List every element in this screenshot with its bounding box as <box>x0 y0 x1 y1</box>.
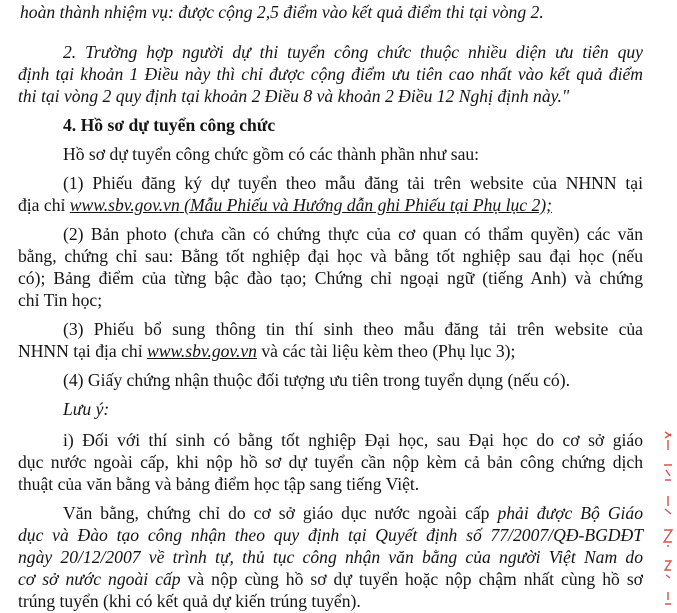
website-link-2[interactable]: www.sbv.gov.vn <box>147 341 257 361</box>
text-line-4: thi tại vòng 2 quy định tại khoản 2 Điều 8 và khoản 2 Điều 12 Nghị định này." <box>18 86 570 106</box>
text-line-10: bằng, chứng chỉ sau: Bằng tốt nghiệp đại học và bằng tốt nghiệp sau đại học (nếu <box>18 246 643 266</box>
text-line-14: NHNN tại địa chỉ www.sbv.gov.vn và các tài liệu kèm theo (Phụ lục 3); <box>18 341 516 361</box>
text-line-11: có); Bảng điểm của từng bậc đào tạo; Chứng chỉ ngoại ngữ (tiếng Anh) và chứng <box>18 268 643 288</box>
text-line-24: trúng tuyển (khi có kết quả dự kiến trúng tuyển). <box>18 591 361 611</box>
text-line-19: thuật của văn bằng và bảng điểm học tập sang tiếng Việt. <box>18 474 420 494</box>
text-line-9: (2) Bản photo (chưa cần có chứng thực của cơ quan có thẩm quyền) các văn <box>63 224 643 244</box>
stamp-mark-icon <box>662 494 674 516</box>
note-label: Lưu ý: <box>63 399 110 419</box>
stamp-mark-icon <box>662 590 674 612</box>
text-line-17: i) Đối với thí sinh có bằng tốt nghiệp Đại học, sau Đại học do cơ sở giáo <box>63 430 643 450</box>
text-line-15: (4) Giấy chứng nhận thuộc đối tượng ưu tiên trong tuyển dụng (nếu có). <box>63 370 570 390</box>
text-line-8: địa chỉ www.sbv.gov.vn (Mẫu Phiếu và Hướng dẫn ghi Phiếu tại Phụ lục 2); <box>18 195 553 215</box>
text-line-20: Văn bằng, chứng chỉ do cơ sở giáo dục nước ngoài cấp phải được Bộ Giáo <box>63 503 644 523</box>
text-line-6: Hồ sơ dự tuyển công chức gồm có các thành phần như sau: <box>63 144 480 164</box>
text-line-21: dục và Đào tạo công nhận theo quy định tại Quyết định số 77/2007/QĐ-BGDĐT <box>18 525 643 545</box>
website-link[interactable]: www.sbv.gov.vn <box>69 195 180 215</box>
stamp-mark-icon <box>662 526 674 548</box>
margin-stamp-marks <box>662 430 677 613</box>
text-line-12: chỉ Tin học; <box>18 290 103 310</box>
text-line-2: 2. Trường hợp người dự thi tuyển công chức thuộc nhiều diện ưu tiên quy <box>63 42 643 62</box>
text-line-22: ngày 20/12/2007 về trình tự, thủ tục công nhận văn bằng của người Việt Nam do <box>18 547 643 567</box>
text-line-1: hoàn thành nhiệm vụ: được cộng 2,5 điểm vào kết quả điểm thi tại vòng 2. <box>20 2 544 22</box>
stamp-mark-icon <box>662 462 674 484</box>
text-line-3: định tại khoản 1 Điều này thì chỉ được cộng điểm ưu tiên cao nhất vào kết quả điểm <box>18 64 643 84</box>
section-heading: 4. Hồ sơ dự tuyển công chức <box>63 115 276 135</box>
text-line-7: (1) Phiếu đăng ký dự tuyển theo mẫu đăng tải trên website của NHNN tại <box>63 173 643 193</box>
stamp-mark-icon <box>662 558 674 580</box>
text-line-13: (3) Phiếu bổ sung thông tin thí sinh theo mẫu đăng tải trên website của <box>63 319 643 339</box>
stamp-mark-icon <box>662 430 674 452</box>
text-line-23: cơ sở nước ngoài cấp và nộp cùng hồ sơ dự tuyển hoặc nộp chậm nhất cùng hồ sơ <box>18 569 643 589</box>
text-line-18: dục nước ngoài cấp, khi nộp hồ sơ dự tuyển cần nộp kèm cả bản công chứng dịch <box>18 452 643 472</box>
